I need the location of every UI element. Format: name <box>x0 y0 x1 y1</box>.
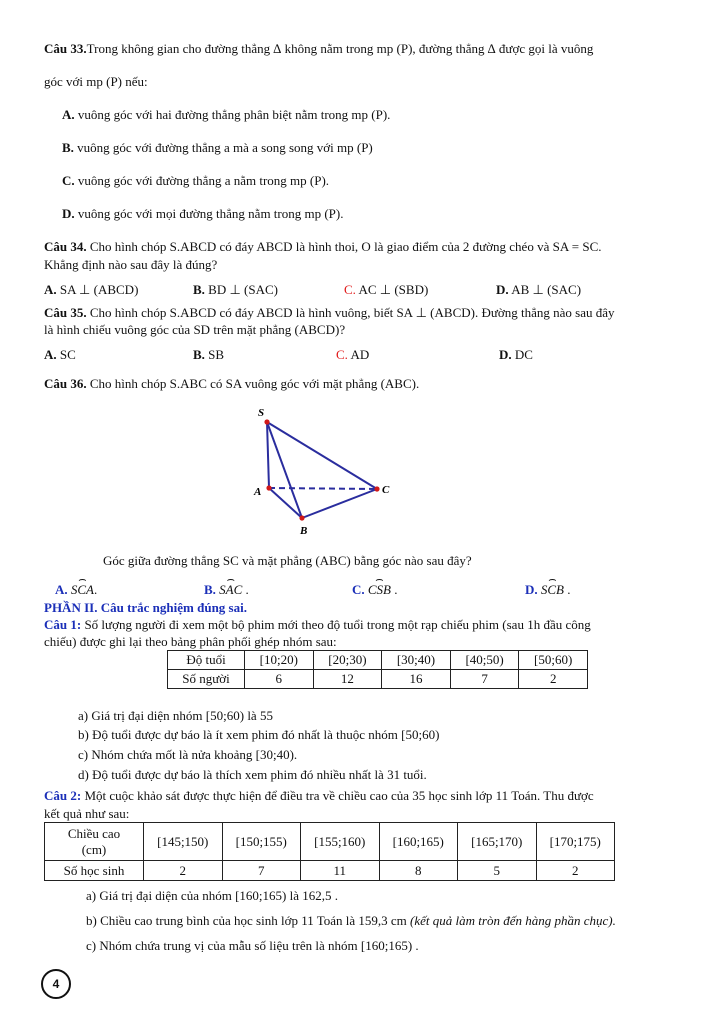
c1-stem-line2: chiếu) được ghi lại theo bảng phân phối ghép nhóm sau: <box>44 634 337 649</box>
q34-stem-line1: Câu 34. Cho hình chóp S.ABCD có đáy ABCD là hình thoi, O là giao điểm của 2 đường chéo và SA = SC. <box>44 239 602 254</box>
q36-option-c: C. ⌢ CSB . <box>352 571 398 597</box>
q33-option-c: C. vuông góc với đường thẳng a nằm trong mp (P). <box>62 173 330 188</box>
q36-option-a: A. ⌢ SCA. <box>55 571 98 597</box>
c2-item-b: b) Chiều cao trung bình của học sinh lớp 11 Toán là 159,3 cm (kết quả làm tròn đến hàng phần chục). <box>86 913 616 928</box>
pyramid-figure <box>240 400 410 540</box>
q36-stem: Câu 36. Cho hình chóp S.ABC có SA vuông góc với mặt phẳng (ABC). <box>44 376 420 391</box>
point-A <box>266 485 271 490</box>
q35-stem-line1: Câu 35. Cho hình chóp S.ABCD có đáy ABCD là hình vuông, biết SA ⊥ (ABCD). Đường thẳng nào sau đây <box>44 305 615 320</box>
label-C: C <box>382 484 390 496</box>
q35-stem-line2: là hình chiếu vuông góc của SD trên mặt phẳng (ABCD)? <box>44 322 346 337</box>
label-B: B <box>300 525 308 537</box>
c2-table-data-row: Số học sinh 2 7 11 8 5 2 <box>45 861 615 881</box>
q34-option-b: B. BD ⊥ (SAC) <box>193 282 279 297</box>
q34-option-a: A. SA ⊥ (ABCD) <box>44 282 139 297</box>
edge-SA <box>267 422 269 488</box>
point-C <box>374 486 379 491</box>
c2-table <box>44 822 615 881</box>
label-A: A <box>254 486 262 498</box>
q35-option-a: A. SC <box>44 347 76 362</box>
q33-option-b: B. vuông góc với đường thẳng a mà a song song với mp (P) <box>62 140 373 155</box>
q35-option-d: D. DC <box>499 347 533 362</box>
label-S: S <box>258 407 265 419</box>
c2-stem-line1: Câu 2: Một cuộc khảo sát được thực hiện để điều tra về chiều cao của 35 học sinh lớp 11 Toán. Thu được <box>44 788 594 803</box>
c1-item-c: c) Nhóm chứa mốt là nửa khoảng [30;40). <box>78 747 298 762</box>
c1-item-b: b) Độ tuổi được dự báo là ít xem phim đó nhất là thuộc nhóm [50;60) <box>78 727 440 742</box>
q33-option-a: A. vuông góc với hai đường thẳng phân biệt nằm trong mp (P). <box>62 107 391 122</box>
q35-option-b: B. SB <box>193 347 225 362</box>
c2-table-header-row: Chiều cao (cm) [145;150) [150;155) [155;160) [160;165) [165;170) [170;175) <box>45 823 615 861</box>
c1-item-d: d) Độ tuổi được dự báo là thích xem phim đó nhiều nhất là 31 tuổi. <box>78 767 427 782</box>
edge-AC-hidden <box>269 488 377 489</box>
edge-BC <box>302 489 377 518</box>
point-S <box>264 419 269 424</box>
c1-item-a: a) Giá trị đại diện nhóm [50;60) là 55 <box>78 708 273 723</box>
edge-SC <box>267 422 377 489</box>
point-B <box>299 515 304 520</box>
c1-table-data-row: Số người 6 12 16 7 2 <box>168 670 588 689</box>
q34-option-c: C. AC ⊥ (SBD) <box>344 282 429 297</box>
c1-stem-line1: Câu 1: Số lượng người đi xem một bộ phim mới theo độ tuổi trong một rạp chiếu phim (sau 1h đầu công <box>44 617 591 632</box>
q36-question: Góc giữa đường thẳng SC và mặt phẳng (ABC) bằng góc nào sau đây? <box>103 553 472 568</box>
edge-SB <box>267 422 302 518</box>
part2-title: PHẦN II. Câu trắc nghiệm đúng sai. <box>44 600 247 615</box>
q34-option-d: D. AB ⊥ (SAC) <box>496 282 582 297</box>
c1-table-header-row: Độ tuổi [10;20) [20;30) [30;40) [40;50) [50;60) <box>168 651 588 670</box>
c2-stem-line2: kết quả như sau: <box>44 806 130 821</box>
q33-option-d: D. vuông góc với mọi đường thẳng nằm trong mp (P). <box>62 206 344 221</box>
q36-option-b: B. ⌢ SAC . <box>204 571 249 597</box>
c1-table <box>167 650 588 689</box>
q34-stem-line2: Khẳng định nào sau đây là đúng? <box>44 257 218 272</box>
c2-item-a: a) Giá trị đại diện của nhóm [160;165) là 162,5 . <box>86 888 338 903</box>
page-number: 4 <box>41 969 71 999</box>
q33-stem-line1: Câu 33.Trong không gian cho đường thẳng ∆ không nằm trong mp (P), đường thẳng ∆ được gọi là vuông <box>44 41 594 56</box>
q33-stem-line2: góc với mp (P) nếu: <box>44 74 148 89</box>
q35-option-c: C. AD <box>336 347 370 362</box>
q36-option-d: D. ⌢ SCB . <box>525 571 571 597</box>
c2-item-c: c) Nhóm chứa trung vị của mẫu số liệu trên là nhóm [160;165) . <box>86 938 419 953</box>
